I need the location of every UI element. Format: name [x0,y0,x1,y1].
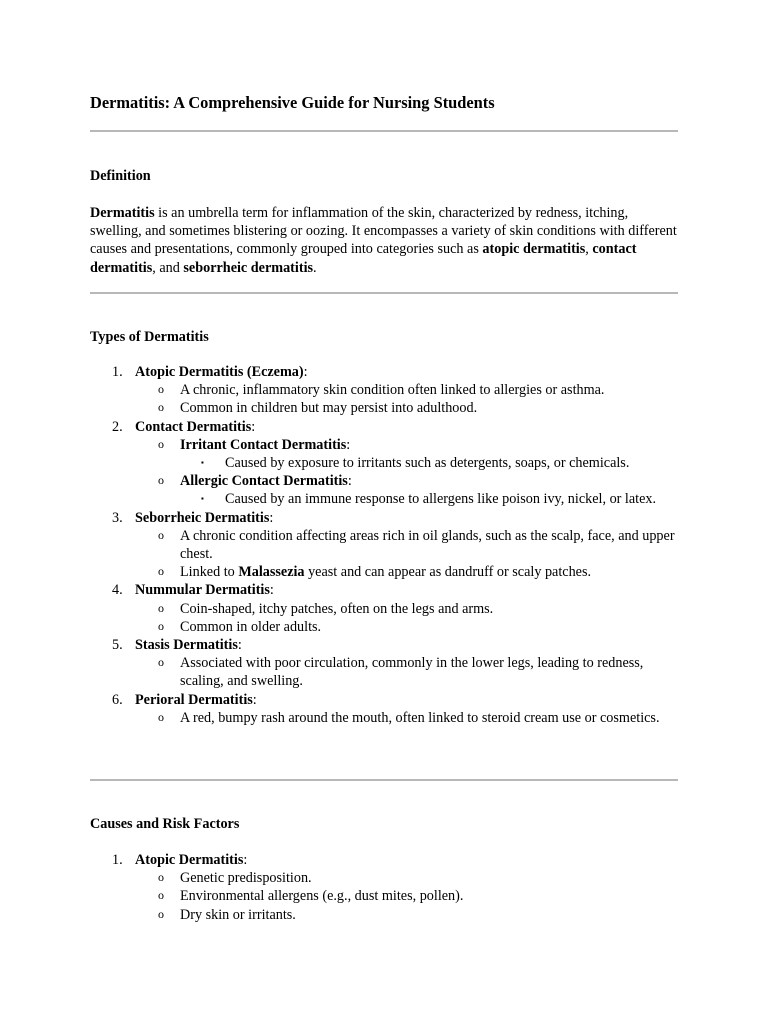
type-item-contact [90,418,680,509]
circle-bullet-icon: o [158,527,164,542]
colon: : [346,436,351,453]
definition-end: . [313,259,317,276]
circle-bullet-icon: o [158,906,164,921]
term-dermatitis: Dermatitis [90,205,155,221]
definition-paragraph [90,204,680,277]
type-item-perioral [90,691,680,727]
list-item [135,600,680,618]
colon: : [251,418,256,435]
type-points [135,709,680,727]
colon: : [237,637,242,654]
detail-text: Caused by exposure to irritants such as detergents, soaps, or chemicals. [225,455,630,472]
list-item [135,399,680,417]
colon: : [269,582,274,599]
horizontal-rule [90,292,678,294]
point-text: Linked to [180,564,239,581]
term-atopic: atopic dermatitis [482,241,586,258]
horizontal-rule [90,130,678,132]
list-item [135,618,680,636]
definition-heading: Definition [90,168,151,184]
item-number: 5. [112,637,123,654]
subtype-name: Allergic Contact Dermatitis [180,473,348,490]
circle-bullet-icon: o [158,709,164,724]
type-name: Contact Dermatitis [135,418,252,435]
type-name: Stasis Dermatitis [135,637,238,654]
cause-name: Atopic Dermatitis [135,852,244,868]
colon: : [347,473,352,490]
item-number: 1. [112,364,123,380]
subtype-details [180,490,680,508]
contact-subtypes [135,436,680,509]
point-text: Genetic predisposition. [180,870,312,887]
list-item [135,527,680,563]
point-text: A chronic, inflammatory skin condition often linked to allergies or asthma. [180,382,605,399]
subtype-irritant [135,436,680,472]
list-item [135,381,680,399]
point-text: Common in children but may persist into adulthood. [180,400,478,417]
list-item [135,563,680,581]
list-item [135,906,680,924]
colon: : [303,364,308,380]
cause-points [135,869,680,924]
type-points [135,527,680,582]
colon: : [243,852,248,868]
item-number: 1. [112,852,123,868]
list-item [135,887,680,905]
point-text: Coin-shaped, itchy patches, often on the legs and arms. [180,600,494,617]
type-points [135,600,680,636]
term-malassezia: Malassezia [238,564,305,581]
subtype-allergic [135,472,680,508]
list-item [180,454,680,472]
circle-bullet-icon: o [158,473,164,488]
circle-bullet-icon: o [158,870,164,885]
causes-heading: Causes and Risk Factors [90,816,240,832]
point-text: A chronic condition affecting areas rich in oil glands, such as the scalp, face, and upper chest. [180,527,675,563]
circle-bullet-icon: o [158,436,164,451]
list-item [135,869,680,887]
type-points [135,654,680,690]
circle-bullet-icon: o [158,655,164,670]
list-item [135,654,680,690]
list-item [135,709,680,727]
circle-bullet-icon: o [158,564,164,579]
circle-bullet-icon: o [158,600,164,615]
square-bullet-icon: ▪ [201,494,204,504]
point-text: Common in older adults. [180,618,322,635]
separator: , [585,241,593,258]
horizontal-rule [90,779,678,781]
point-text: yeast and can appear as dandruff or scaly patches. [304,564,592,581]
list-item [180,490,680,508]
separator: , and [152,259,184,276]
definition-text: is an umbrella term for inflammation of the skin, characterized by redness, itching, swelling, and sometimes blistering or oozing. It encompasses a variety of skin conditions with different causes and presentations, commonly grouped into categories such as [90,205,677,258]
type-item-stasis [90,636,680,691]
point-text: A red, bumpy rash around the mouth, often linked to steroid cream use or cosmetics. [180,709,660,726]
colon: : [252,691,257,708]
causes-list [90,851,680,924]
item-number: 6. [112,691,123,708]
detail-text: Caused by an immune response to allergens like poison ivy, nickel, or latex. [225,491,657,508]
point-text: Associated with poor circulation, commonly in the lower legs, leading to redness, scaling, and swelling. [180,655,644,690]
type-item-nummular [90,581,680,636]
types-heading: Types of Dermatitis [90,329,209,345]
colon: : [269,509,274,526]
subtype-details [180,454,680,472]
circle-bullet-icon: o [158,618,164,633]
circle-bullet-icon: o [158,382,164,397]
point-text: Environmental allergens (e.g., dust mites, pollen). [180,888,464,905]
term-seborrheic: seborrheic dermatitis [183,259,314,276]
point-text: Dry skin or irritants. [180,906,296,923]
document-title: Dermatitis: A Comprehensive Guide for Nursing Students [90,93,495,112]
term-contact: contact dermatitis [90,241,637,276]
item-number: 3. [112,509,123,526]
types-list [90,363,680,727]
type-item-seborrheic [90,509,680,582]
type-name: Seborrheic Dermatitis [135,509,270,526]
type-name: Nummular Dermatitis [135,582,270,599]
item-number: 4. [112,582,123,599]
type-item-atopic [90,363,680,418]
item-number: 2. [112,418,123,435]
cause-item-atopic [90,851,680,924]
subtype-name: Irritant Contact Dermatitis [180,436,347,453]
type-points [135,381,680,417]
type-name: Atopic Dermatitis (Eczema) [135,364,304,380]
circle-bullet-icon: o [158,888,164,903]
type-name: Perioral Dermatitis [135,691,253,708]
circle-bullet-icon: o [158,400,164,415]
square-bullet-icon: ▪ [201,458,204,468]
